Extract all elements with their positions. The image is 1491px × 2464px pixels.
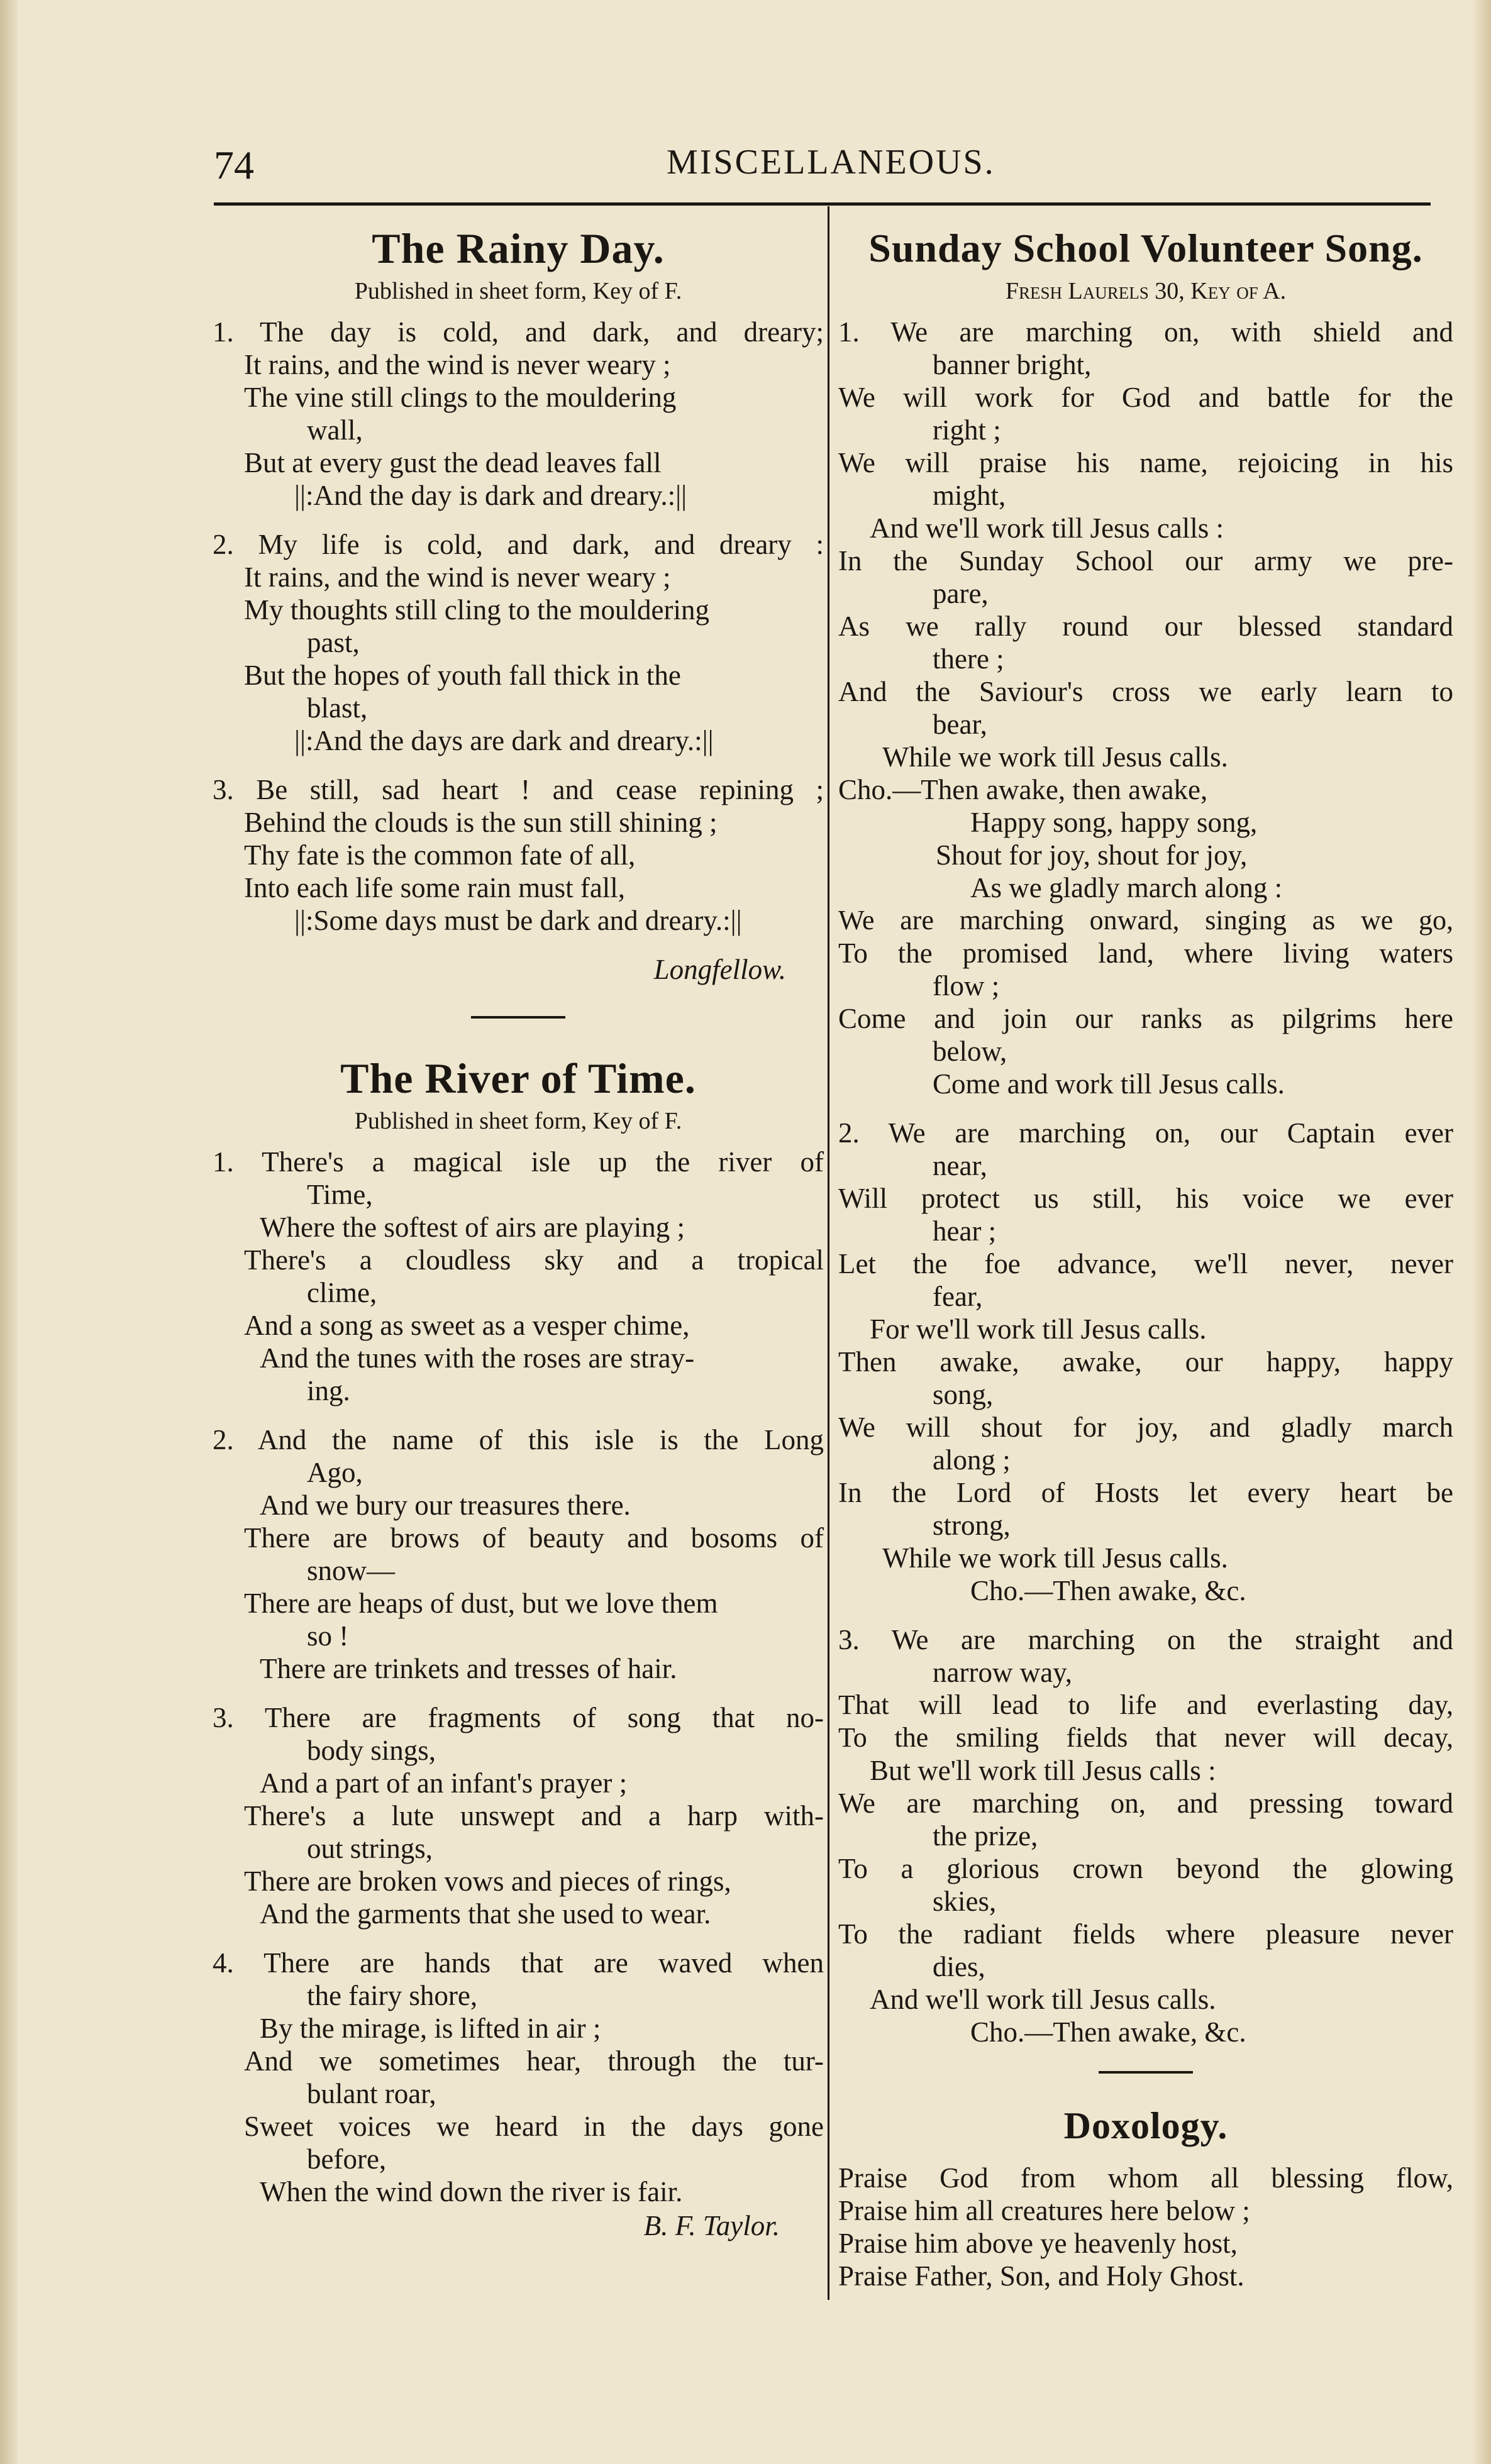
chorus-line: Shout for joy, shout for joy, (936, 839, 1248, 871)
running-title: MISCELLANEOUS. (667, 143, 995, 182)
verse-line: But the hopes of youth fall thick in the (244, 660, 681, 691)
verse-line: And the Saviour's cross we early learn to (838, 676, 1453, 707)
verse-line: 3. We are marching on the straight and (838, 1624, 1453, 1655)
doxology-line: Praise Father, Son, and Holy Ghost. (838, 2260, 1244, 2292)
song-subtitle-rainy-day: Published in sheet form, Key of F. (354, 278, 682, 304)
verse-line: hear ; (933, 1215, 997, 1247)
song-title-doxology: Doxology. (1063, 2105, 1228, 2146)
verse-line: 2. And the name of this isle is the Long (213, 1424, 824, 1456)
chorus-line: To the promised land, where living waters (838, 937, 1453, 969)
verse (213, 1701, 824, 1930)
chorus-line: We are marching onward, singing as we go, (838, 905, 1453, 936)
verse-line: But at every gust the dead leaves fall (244, 447, 662, 478)
verse-line: before, (307, 2143, 387, 2175)
verse-line: For we'll work till Jesus calls. (870, 1313, 1207, 1345)
verse-line: body sings, (307, 1735, 436, 1766)
verse-line: We will work for God and battle for the (838, 382, 1453, 413)
verse-line: so ! (307, 1620, 349, 1652)
verse (213, 1146, 824, 1407)
song-title-volunteer-song: Sunday School Volunteer Song. (868, 226, 1423, 270)
verse-line: song, (933, 1379, 994, 1410)
verse-line: And we'll work till Jesus calls : (870, 512, 1224, 544)
page-edge-right (1472, 0, 1491, 2464)
chorus-line: Come and join our ranks as pilgrims here (838, 1003, 1453, 1034)
verse-line: fear, (933, 1281, 983, 1312)
section-separator (471, 1016, 565, 1019)
chorus (838, 773, 1453, 1100)
verse-line: the prize, (933, 1820, 1038, 1852)
verse-line: 2. My life is cold, and dark, and dreary : (213, 529, 824, 560)
verse-line: To the radiant fields where pleasure never (838, 1918, 1453, 1950)
verse-line: ||:And the day is dark and dreary.:|| (294, 480, 687, 511)
song-subtitle-river-of-time: Published in sheet form, Key of F. (354, 1108, 682, 1134)
verse-line: there ; (933, 643, 1004, 675)
verse-line: ||:And the days are dark and dreary.:|| (294, 725, 714, 756)
song-title-river-of-time: The River of Time. (340, 1054, 696, 1102)
verse-line: We are marching on, and pressing toward (838, 1787, 1453, 1819)
verse-line: To a glorious crown beyond the glowing (838, 1853, 1453, 1884)
verse-line: snow— (307, 1555, 396, 1586)
verse-line: 3. There are fragments of song that no- (213, 1702, 824, 1733)
verse-line: bulant roar, (307, 2078, 436, 2109)
doxology-line: Praise him all creatures here below ; (838, 2195, 1250, 2226)
verse-line: The vine still clings to the mouldering (244, 382, 677, 413)
verse-line: To the smiling fields that never will decay, (838, 1722, 1453, 1753)
verse-line: ||:Some days must be dark and dreary.:|| (294, 905, 742, 936)
song-subtitle-volunteer-song: Fresh Laurels 30, Key of A. (1005, 278, 1287, 304)
verse-line: But we'll work till Jesus calls : (870, 1755, 1216, 1786)
chorus-line: As we gladly march along : (970, 872, 1283, 903)
verse-line: Cho.—Then awake, &c. (970, 2016, 1246, 2048)
verse-line: There are heaps of dust, but we love them (244, 1588, 718, 1619)
verse-line: And we sometimes hear, through the tur- (244, 2045, 824, 2077)
verse (213, 1423, 824, 1685)
verse-line: Into each life some rain must fall, (244, 872, 626, 903)
verse-line: Behind the clouds is the sun still shining ; (244, 807, 718, 838)
verse-line: While we work till Jesus calls. (882, 741, 1228, 773)
verse-line: bear, (933, 709, 987, 740)
verse-line: There's a lute unswept and a harp with- (244, 1800, 824, 1831)
verse (213, 1947, 824, 2208)
verse-line: And we'll work till Jesus calls. (870, 1984, 1216, 2015)
verse-line: When the wind down the river is fair. (260, 2176, 683, 2207)
verse-line: dies, (933, 1951, 985, 1982)
verse-line: It rains, and the wind is never weary ; (244, 349, 671, 380)
song-title-rainy-day: The Rainy Day. (372, 224, 665, 272)
verse-line: By the mirage, is lifted in air ; (260, 2013, 601, 2044)
verse-line: Time, (307, 1179, 373, 1210)
chorus-line: flow ; (933, 970, 1000, 1002)
doxology-line: Praise him above ye heavenly host, (838, 2228, 1238, 2259)
header-rule (214, 202, 1431, 206)
verse (213, 528, 824, 757)
chorus-line: Come and work till Jesus calls. (933, 1068, 1285, 1100)
verse-line: Ago, (307, 1457, 363, 1488)
verse-line: ing. (307, 1375, 350, 1406)
verse (838, 316, 1453, 773)
page-number: 74 (214, 143, 254, 187)
verse-line: While we work till Jesus calls. (882, 1542, 1228, 1574)
verse-line: out strings, (307, 1833, 433, 1864)
verse-line: There's a cloudless sky and a tropical (244, 1244, 824, 1276)
verse-line: along ; (933, 1444, 1011, 1476)
verse-line: strong, (933, 1510, 1011, 1541)
verse-line: As we rally round our blessed standard (838, 610, 1453, 642)
running-head (214, 142, 1427, 186)
doxology-verse (838, 2162, 1453, 2292)
verse-line: Then awake, awake, our happy, happy (838, 1346, 1453, 1378)
verse-line: skies, (933, 1886, 997, 1917)
verse-line: And we bury our treasures there. (260, 1489, 631, 1521)
verse-line: Where the softest of airs are playing ; (260, 1212, 685, 1243)
verse-line: 2. We are marching on, our Captain ever (838, 1117, 1453, 1149)
verse-line: past, (307, 627, 360, 658)
verse-line: pare, (933, 578, 989, 609)
verse-line: 3. Be still, sad heart ! and cease repining ; (213, 774, 824, 805)
chorus-line: Cho.—Then awake, then awake, (838, 774, 1208, 805)
verse-line: It rains, and the wind is never weary ; (244, 561, 671, 593)
verse-line: There are trinkets and tresses of hair. (260, 1653, 677, 1684)
verse (213, 316, 824, 512)
verse-line: 1. The day is cold, and dark, and dreary; (213, 316, 824, 348)
verse-line: banner bright, (933, 349, 1092, 380)
verse-line: My thoughts still cling to the mouldering (244, 594, 709, 626)
chorus-line: below, (933, 1036, 1007, 1067)
verse-line: We will shout for joy, and gladly march (838, 1412, 1453, 1443)
verse (838, 1623, 1453, 2048)
verse-line: Thy fate is the common fate of all, (244, 839, 636, 871)
verse-line: Sweet voices we heard in the days gone (244, 2111, 824, 2142)
verse (213, 773, 824, 937)
verse-line: the fairy shore, (307, 1980, 478, 2011)
verse-line: And a part of an infant's prayer ; (260, 1767, 628, 1799)
verse-line: Will protect us still, his voice we ever (838, 1183, 1453, 1214)
verse-line: There are broken vows and pieces of rings, (244, 1865, 731, 1897)
verse-line: Cho.—Then awake, &c. (970, 1575, 1246, 1606)
verse-line: In the Lord of Hosts let every heart be (838, 1477, 1453, 1508)
author-attribution: B. F. Taylor. (643, 2210, 780, 2241)
verse-line: might, (933, 480, 1006, 511)
right-column (838, 221, 1453, 2292)
verse-line: And the garments that she used to wear. (260, 1898, 711, 1930)
verse (838, 1117, 1453, 1607)
verse-line: blast, (307, 692, 368, 724)
verse-line: 1. We are marching on, with shield and (838, 316, 1453, 348)
verse-line: narrow way, (933, 1657, 1072, 1688)
chorus-line: Happy song, happy song, (970, 807, 1258, 838)
verse-line: right ; (933, 414, 1001, 446)
doxology-line: Praise God from whom all blessing flow, (838, 2162, 1453, 2194)
section-separator (1099, 2071, 1193, 2074)
verse-line: wall, (307, 414, 363, 446)
author-attribution: Longfellow. (653, 954, 786, 985)
verse-line: near, (933, 1150, 987, 1181)
verse-line: Let the foe advance, we'll never, never (838, 1248, 1453, 1279)
verse-line: clime, (307, 1277, 377, 1308)
verse-line: And the tunes with the roses are stray- (260, 1342, 695, 1374)
column-divider (828, 206, 829, 2300)
verse-line: That will lead to life and everlasting day, (838, 1689, 1453, 1720)
verse-line: And a song as sweet as a vesper chime, (244, 1310, 690, 1341)
verse-line: We will praise his name, rejoicing in his (838, 447, 1453, 478)
verse-line: 1. There's a magical isle up the river of (213, 1146, 824, 1178)
verse-line: 4. There are hands that are waved when (213, 1947, 824, 1979)
verse-line: There are brows of beauty and bosoms of (244, 1522, 824, 1554)
verse-line: In the Sunday School our army we pre- (838, 545, 1453, 577)
left-column (213, 221, 824, 2242)
page-edge-left (0, 0, 18, 2464)
